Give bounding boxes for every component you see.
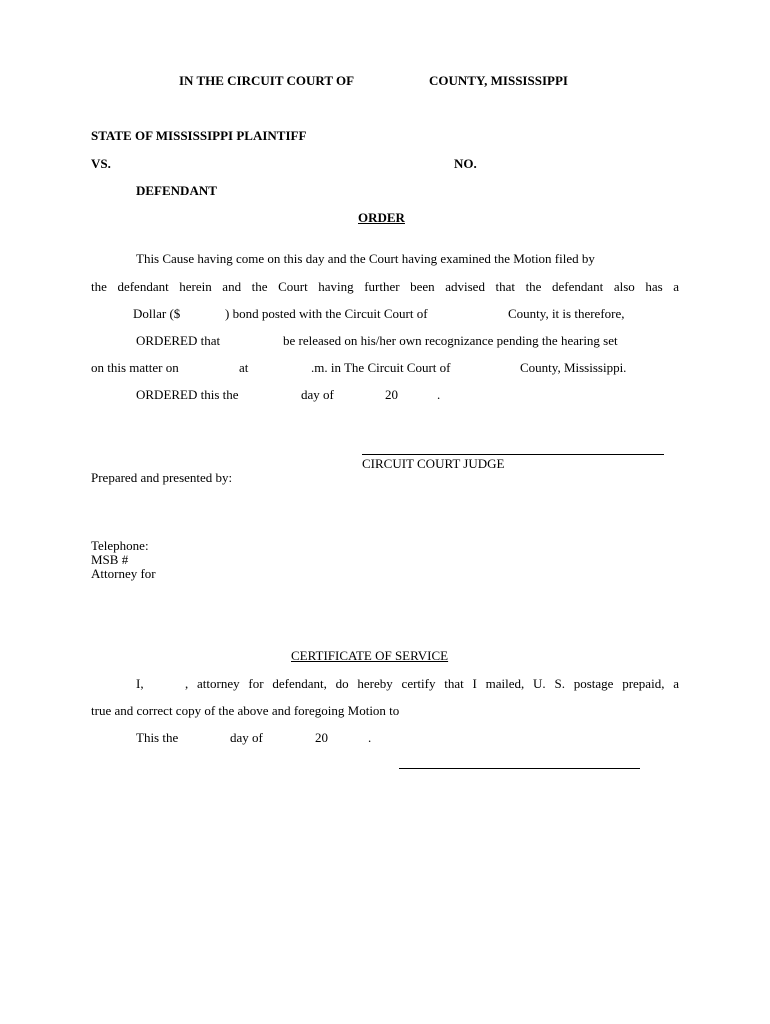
order-paragraph-line-2: the defendant herein and the Court having further been advised that the defendant also has a xyxy=(91,279,679,294)
court-heading-right: COUNTY, MISSISSIPPI xyxy=(429,73,568,88)
certificate-line-2: true and correct copy of the above and foregoing Motion to xyxy=(91,703,400,718)
certificate-this-the-label: This the xyxy=(136,730,179,745)
prepared-by-label: Prepared and presented by: xyxy=(91,470,233,485)
certificate-title: CERTIFICATE OF SERVICE xyxy=(291,648,449,663)
certificate-line-1: , attorney for defendant, do hereby certify that I mailed, U. S. postage prepaid, a xyxy=(185,676,679,691)
attorney-signature-line xyxy=(399,768,640,769)
order-date-period: . xyxy=(437,387,441,402)
certificate-year-prefix: 20 xyxy=(315,730,328,745)
bond-dollar-label: Dollar ($ xyxy=(133,306,181,321)
plaintiff-caption: STATE OF MISSISSIPPI PLAINTIFF xyxy=(91,128,307,143)
hearing-county-text: County, Mississippi. xyxy=(520,360,627,375)
certificate-day-of-label: day of xyxy=(230,730,263,745)
msb-label: MSB # xyxy=(91,552,129,567)
case-number-label: NO. xyxy=(454,156,477,171)
bond-posted-text: ) bond posted with the Circuit Court of xyxy=(225,306,428,321)
judge-signature-label: CIRCUIT COURT JUDGE xyxy=(362,456,505,471)
defendant-caption: DEFENDANT xyxy=(136,183,217,198)
order-day-of-label: day of xyxy=(301,387,334,402)
hearing-at-label: at xyxy=(239,360,249,375)
hearing-court-text: .m. in The Circuit Court of xyxy=(311,360,451,375)
versus-label: VS. xyxy=(91,156,111,171)
county-therefore-text: County, it is therefore, xyxy=(508,306,625,321)
certificate-i-label: I, xyxy=(136,676,144,691)
order-paragraph-line-1: This Cause having come on this day and the Court having examined the Motion filed by xyxy=(136,251,595,266)
ordered-this-the-label: ORDERED this the xyxy=(136,387,239,402)
judge-signature-line xyxy=(362,454,664,455)
ordered-that-label: ORDERED that xyxy=(136,333,221,348)
certificate-date-period: . xyxy=(368,730,372,745)
attorney-for-label: Attorney for xyxy=(91,566,156,581)
telephone-label: Telephone: xyxy=(91,538,149,553)
order-year-prefix: 20 xyxy=(385,387,398,402)
order-title: ORDER xyxy=(358,210,405,225)
hearing-date-label: on this matter on xyxy=(91,360,179,375)
recognizance-text: be released on his/her own recognizance pending the hearing set xyxy=(283,333,618,348)
court-heading-left: IN THE CIRCUIT COURT OF xyxy=(179,73,355,88)
